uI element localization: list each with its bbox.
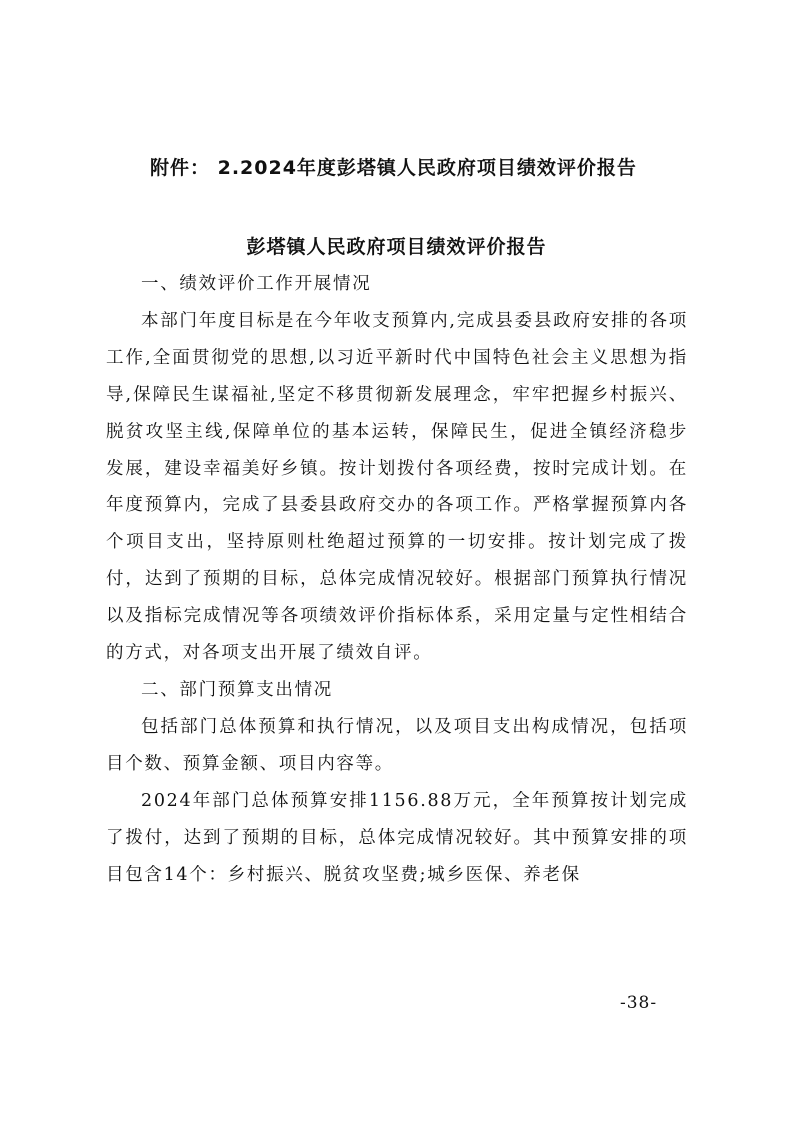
attachment-title: 附件： 2.2024年度彭塔镇人民政府项目绩效评价报告 [150, 157, 637, 179]
report-title: 彭塔镇人民政府项目绩效评价报告 [246, 236, 547, 258]
paragraph: 包括部门总体预算和执行情况，以及项目支出构成情况，包括项目个数、预算金额、项目内容等。 [106, 716, 688, 774]
report-body [106, 266, 688, 893]
section-heading: 二、部门预算支出情况 [141, 679, 333, 700]
paragraph: 本部门年度目标是在今年收支预算内,完成县委县政府安排的各项工作,全面贯彻党的思想,以习近平新时代中国特色社会主义思想为指导,保障民生谋福祉,坚定不移贯彻新发展理念，牢牢把握乡村振兴、脱贫攻坚主线,保障单位的基本运转，保障民生，促进全镇经济稳步发展，建设幸福美好乡镇。按计划拨付各项经费，按时完成计划。在年度预算内，完成了县委县政府交办的各项工作。严格掌握预算内各个项目支出，坚持原则杜绝超过预算的一切安排。按计划完成了拨付，达到了预期的目标，总体完成情况较好。根据部门预算执行情况以及指标完成情况等各项绩效评价指标体系，采用定量与定性相结合的方式，对各项支出开展了绩效自评。 [106, 310, 688, 664]
section-heading: 一、绩效评价工作开展情况 [141, 274, 372, 294]
page-number: -38- [620, 993, 658, 1013]
paragraph: 2024年部门总体预算安排1156.88万元，全年预算按计划完成了拨付，达到了预期的目标，总体完成情况较好。其中预算安排的项目包含14个：乡村振兴、脱贫攻坚费;城乡医保、养老保 [106, 790, 688, 885]
